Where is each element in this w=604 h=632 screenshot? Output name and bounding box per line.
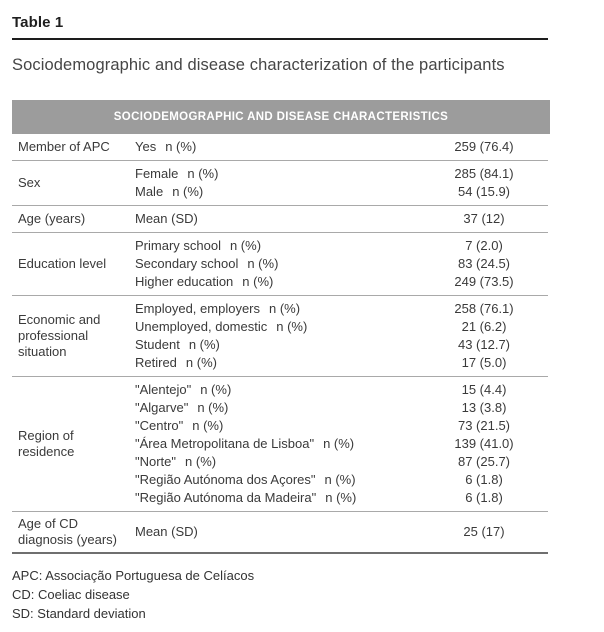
- row-label-group: [135, 300, 420, 318]
- row-lines: [135, 165, 548, 201]
- row-category: Education level: [18, 256, 107, 271]
- table-row: [12, 296, 548, 377]
- row-value: 258 (76.1): [454, 301, 514, 316]
- row-value: 21 (6.2): [461, 319, 507, 334]
- row-label-group: [135, 471, 420, 489]
- row-label: Higher education: [135, 274, 234, 289]
- row-value: 15 (4.4): [461, 382, 507, 397]
- row-unit: n (%): [269, 301, 301, 316]
- row-label-group: [135, 336, 420, 354]
- row-unit: n (%): [247, 256, 279, 271]
- row-label: "Alentejo": [135, 382, 192, 397]
- table-line: [135, 381, 548, 399]
- table-line: [135, 183, 548, 201]
- footnotes: [12, 566, 604, 623]
- table-row: [12, 134, 548, 161]
- row-label: "Região Autónoma da Madeira": [135, 490, 317, 505]
- row-label: "Centro": [135, 418, 184, 433]
- table-row: [12, 161, 548, 206]
- row-value: 87 (25.7): [457, 454, 511, 469]
- row-category: Member of APC: [18, 139, 110, 154]
- table-line: [135, 210, 548, 228]
- row-label-group: [135, 237, 420, 255]
- row-unit: n (%): [229, 238, 262, 253]
- row-unit: n (%): [324, 472, 356, 487]
- row-unit: n (%): [185, 454, 217, 469]
- row-label-group: [135, 381, 420, 399]
- table-line: [135, 399, 548, 417]
- row-value: 43 (12.7): [457, 337, 511, 352]
- row-lines: [135, 300, 548, 372]
- table-line: [135, 237, 548, 255]
- row-label: Student: [135, 337, 180, 352]
- table-line: [135, 138, 548, 156]
- row-label: Yes: [135, 139, 157, 154]
- row-label-group: [135, 523, 420, 541]
- row-label: Mean (SD): [135, 524, 198, 539]
- row-unit: n (%): [323, 436, 355, 451]
- row-label: "Região Autónoma dos Açores": [135, 472, 316, 487]
- row-label-group: [135, 489, 420, 507]
- row-category: Age (years): [18, 211, 86, 226]
- table-line: [135, 336, 548, 354]
- row-label: "Algarve": [135, 400, 189, 415]
- row-lines: [135, 237, 548, 291]
- row-value: 6 (1.8): [465, 490, 503, 505]
- row-value: 139 (41.0): [454, 436, 514, 451]
- row-label-group: [135, 165, 420, 183]
- row-unit: n (%): [165, 139, 197, 154]
- row-label-group: [135, 210, 420, 228]
- row-label: Female: [135, 166, 179, 181]
- row-category: Region of residence: [18, 428, 75, 459]
- footnote-line: SD: Standard deviation: [12, 606, 146, 621]
- row-label-group: [135, 453, 420, 471]
- row-unit: n (%): [192, 418, 224, 433]
- row-label-group: [135, 399, 420, 417]
- table-line: [135, 354, 548, 372]
- row-label-group: [135, 255, 420, 273]
- footnote-line: APC: Associação Portuguesa de Celíacos: [12, 568, 255, 583]
- table-row: [12, 377, 548, 512]
- row-value: 37 (12): [463, 211, 505, 226]
- row-category: Sex: [18, 175, 41, 190]
- row-label: Mean (SD): [135, 211, 198, 226]
- row-value: 25 (17): [463, 524, 505, 539]
- row-category: Age of CD diagnosis (years): [18, 516, 117, 547]
- row-value: 259 (76.4): [454, 139, 514, 154]
- row-unit: n (%): [172, 184, 204, 199]
- table-line: [135, 318, 548, 336]
- row-label-group: [135, 435, 420, 453]
- row-lines: [135, 138, 548, 156]
- row-lines: [135, 523, 548, 541]
- row-unit: n (%): [185, 355, 217, 370]
- row-value: 249 (73.5): [454, 274, 514, 289]
- table-row: [12, 512, 548, 554]
- table-line: [135, 255, 548, 273]
- row-unit: n (%): [242, 274, 274, 289]
- table-caption: Sociodemographic and disease characterization of the participants: [12, 56, 505, 74]
- table-header-bar: [12, 100, 550, 134]
- row-value: 83 (24.5): [457, 256, 511, 271]
- row-label-group: [135, 183, 420, 201]
- row-unit: n (%): [200, 382, 232, 397]
- table-line: [135, 489, 548, 507]
- footnote-line: CD: Coeliac disease: [12, 587, 130, 602]
- row-label: Unemployed, domestic: [135, 319, 268, 334]
- table-header-text: SOCIODEMOGRAPHIC AND DISEASE CHARACTERISTICS: [113, 111, 449, 123]
- row-label: "Área Metropolitana de Lisboa": [135, 436, 315, 451]
- table-line: [135, 523, 548, 541]
- row-value: 7 (2.0): [465, 238, 503, 253]
- top-rule: [12, 38, 548, 40]
- row-unit: n (%): [188, 337, 220, 352]
- row-lines: [135, 210, 548, 228]
- table-line: [135, 471, 548, 489]
- row-label: Male: [135, 184, 164, 199]
- row-value: 17 (5.0): [461, 355, 507, 370]
- row-label-group: [135, 354, 420, 372]
- row-label: Retired: [135, 355, 177, 370]
- table-row: [12, 206, 548, 233]
- row-label-group: [135, 318, 420, 336]
- row-value: 73 (21.5): [457, 418, 511, 433]
- row-label: Employed, employers: [135, 301, 260, 316]
- table-line: [135, 300, 548, 318]
- row-unit: n (%): [325, 490, 357, 505]
- table-row: [12, 233, 548, 296]
- table-line: [135, 435, 548, 453]
- row-value: 54 (15.9): [457, 184, 511, 199]
- row-unit: n (%): [187, 166, 219, 181]
- row-unit: n (%): [197, 400, 229, 415]
- table-line: [135, 417, 548, 435]
- row-unit: n (%): [276, 319, 308, 334]
- row-label-group: [135, 138, 420, 156]
- row-label: Primary school: [135, 238, 221, 253]
- table-body: [12, 134, 548, 554]
- table-line: [135, 165, 548, 183]
- row-category: Economic and professional situation: [18, 312, 101, 359]
- row-value: 13 (3.8): [461, 400, 507, 415]
- row-label: Secondary school: [135, 256, 239, 271]
- table-label: Table 1: [12, 14, 64, 31]
- table-line: [135, 453, 548, 471]
- row-label-group: [135, 273, 420, 291]
- row-label-group: [135, 417, 420, 435]
- row-lines: [135, 381, 548, 507]
- row-value: 285 (84.1): [454, 166, 514, 181]
- table-line: [135, 273, 548, 291]
- row-label: "Norte": [135, 454, 177, 469]
- row-value: 6 (1.8): [465, 472, 503, 487]
